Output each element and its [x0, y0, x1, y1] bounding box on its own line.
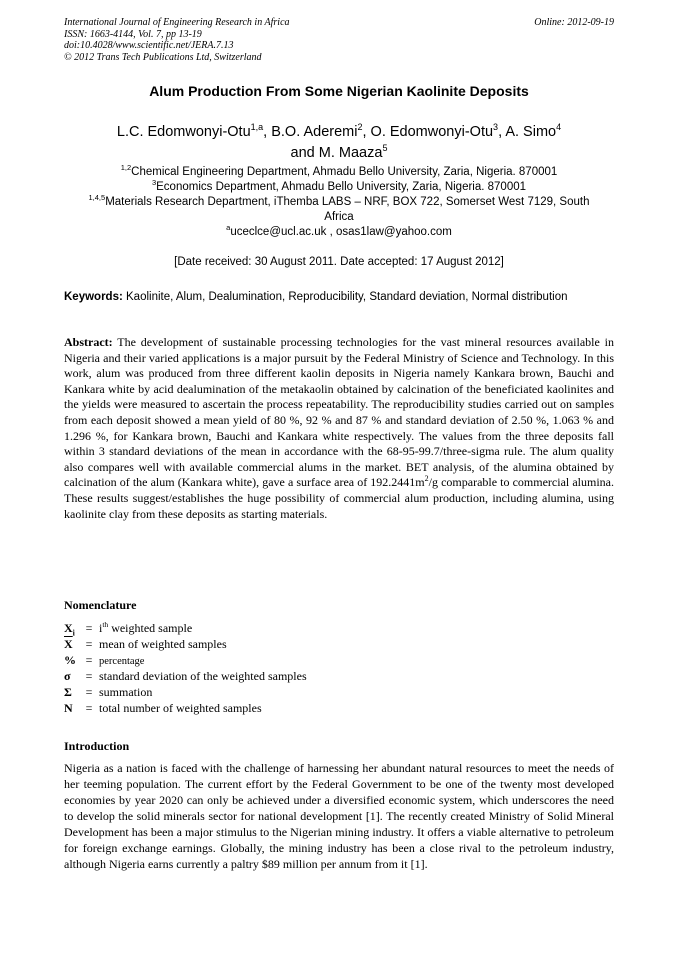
- nomenclature-equals: =: [85, 621, 93, 635]
- nomenclature-equals: =: [85, 637, 93, 651]
- author-name: and M. Maaza: [290, 145, 383, 161]
- author-line-1: [40, 122, 638, 143]
- nomenclature-symbol: Σ: [64, 685, 72, 699]
- nomenclature-definition: [99, 621, 192, 635]
- symbol-sub: i: [72, 628, 75, 638]
- affiliation-3: [78, 195, 600, 225]
- affiliation-sup: 1,4,5: [88, 193, 106, 203]
- author-sup: 2: [357, 122, 363, 133]
- abstract-sup: 2: [424, 474, 429, 484]
- email-text: uceclce@ucl.ac.uk , osas1law@yahoo.com: [230, 226, 452, 238]
- author-separator: ,: [362, 124, 371, 140]
- affiliation-text: Chemical Engineering Department, Ahmadu Bello University, Zaria, Nigeria. 870001: [131, 166, 558, 178]
- nomenclature-symbol: %: [64, 653, 76, 667]
- nomenclature-heading: Nomenclature: [64, 598, 137, 612]
- affiliation-2: [60, 180, 618, 195]
- copyright-line: © 2012 Trans Tech Publications Ltd, Switzerland: [64, 51, 262, 63]
- nomenclature-equals: =: [85, 669, 93, 683]
- nomenclature-definition: summation: [99, 685, 153, 699]
- author-list: [40, 122, 638, 164]
- nomenclature-row: [64, 668, 484, 684]
- author-separator: ,: [498, 124, 506, 140]
- nomenclature-row: [64, 620, 484, 636]
- abstract-block: [64, 335, 614, 522]
- affiliation-text: Materials Research Department, iThemba LABS – NRF, BOX 722, Somerset West 7129, South Africa: [105, 196, 590, 223]
- keywords-label: Keywords:: [64, 291, 123, 303]
- author-sup: 3: [493, 122, 499, 133]
- nomenclature-symbol: N: [64, 701, 73, 715]
- introduction-text: Nigeria as a nation is faced with the challenge of harnessing her abundant natural resources to meet the needs of her teeming population. The current effort by the Federal Government to be one of the twenty most developed economies by year 2020 can only be achieved under a diversified economic system, which underscores the need to develop the solid minerals sector for national development [1]. The recently created Ministry of Solid Mineral Development has been a major stimulus to the Nigerian mining industry. It offers a viable alternative to petroleum for foreign exchange earnings. Globally, the mining industry has been a close rival to the petroleum industry, although Nigeria earns currently a paltry $89 million per annum from it [1].: [64, 761, 614, 871]
- author-sup: 4: [556, 122, 562, 133]
- abstract-label: Abstract:: [64, 335, 113, 349]
- author-sup: 5: [382, 143, 388, 154]
- author-sup: 1,a: [250, 122, 264, 133]
- affiliation-email: [60, 225, 618, 240]
- paper-title: Alum Production From Some Nigerian Kaolinite Deposits: [149, 83, 529, 99]
- journal-header: [64, 17, 290, 63]
- author-name: B.O. Aderemi: [271, 124, 358, 140]
- nomenclature-row: [64, 684, 484, 700]
- author-name: A. Simo: [505, 124, 557, 140]
- nomenclature-symbol: σ: [64, 669, 71, 683]
- author-name: O. Edomwonyi-Otu: [370, 124, 494, 140]
- affiliation-sup: 1,2: [120, 163, 132, 173]
- symbol-x: X: [64, 621, 73, 635]
- nomenclature-equals: =: [85, 701, 93, 715]
- nomenclature-row: [64, 700, 484, 716]
- abstract-text-cont: /g comparable to commercial alumina. These results suggest/establishes the huge possibility of commercial alum production, including alumina, using kaolinite clay from these deposits as starting materials.: [64, 475, 614, 521]
- definition-sup: th: [102, 620, 109, 629]
- nomenclature-list: [64, 620, 484, 716]
- affiliation-sup: a: [226, 223, 231, 233]
- journal-name: International Journal of Engineering Research in Africa: [64, 17, 290, 28]
- affiliation-sup: 3: [151, 178, 157, 188]
- affiliation-text: Economics Department, Ahmadu Bello University, Zaria, Nigeria. 870001: [156, 181, 527, 193]
- issn-line: ISSN: 1663-4144, Vol. 7, pp 13-19: [64, 28, 202, 40]
- introduction-heading: Introduction: [64, 739, 130, 753]
- affiliation-1: [60, 165, 618, 180]
- nomenclature-definition: percentage: [99, 656, 145, 667]
- online-date: Online: 2012-09-19: [534, 17, 614, 28]
- definition-prefix: i: [99, 621, 103, 635]
- definition-text: weighted sample: [108, 621, 193, 635]
- author-name: L.C. Edomwonyi-Otu: [116, 124, 251, 140]
- author-separator: ,: [263, 124, 272, 140]
- keywords-text: Kaolinite, Alum, Dealumination, Reproducibility, Standard deviation, Normal distribution: [126, 291, 568, 303]
- nomenclature-definition: mean of weighted samples: [99, 637, 227, 651]
- received-accepted-dates: [Date received: 30 August 2011. Date accepted: 17 August 2012]: [174, 256, 504, 268]
- nomenclature-definition: total number of weighted samples: [99, 701, 262, 715]
- nomenclature-definition: standard deviation of the weighted samples: [99, 669, 307, 683]
- keywords-block: [64, 290, 614, 305]
- doi-line: doi:10.4028/www.scientific.net/JERA.7.13: [64, 40, 234, 51]
- nomenclature-row: [64, 636, 484, 652]
- nomenclature-row: [64, 652, 484, 668]
- abstract-text: The development of sustainable processing technologies for the vast mineral resources available in Nigeria and their varied applications is a major pursuit by the Federal Ministry of Science and Technology. In this work, alum was produced from three different kaolin deposits in Nigeria namely Kankara brown, Bauchi and Kankara white by acid dealumination of the metakaolin obtained by calcination of the beneficiated kaolinites and the yields were measured to ascertain the process repeatability. The reproducibility studies carried out on samples from each deposit showed a mean yield of 80 %, 92 % and 87 % and standard deviation of 2.50 %, 1.063 % and 1.296 %, for Kankara brown, Bauchi and Kankara white respectively. The values from the three deposits fall within 3 standard deviations of the mean in accordance with the 68-95-99.7/three-sigma rule. The alum quality also compares well with available commercial alums in the market. BET analysis, of the alumina obtained by calcination of the alum (Kankara white), gave a surface area of 192.2441m: [64, 335, 614, 490]
- nomenclature-equals: =: [85, 685, 93, 699]
- nomenclature-symbol: $\overline{X}$: [64, 637, 73, 651]
- nomenclature-equals: =: [85, 653, 93, 667]
- author-line-2: [40, 143, 638, 164]
